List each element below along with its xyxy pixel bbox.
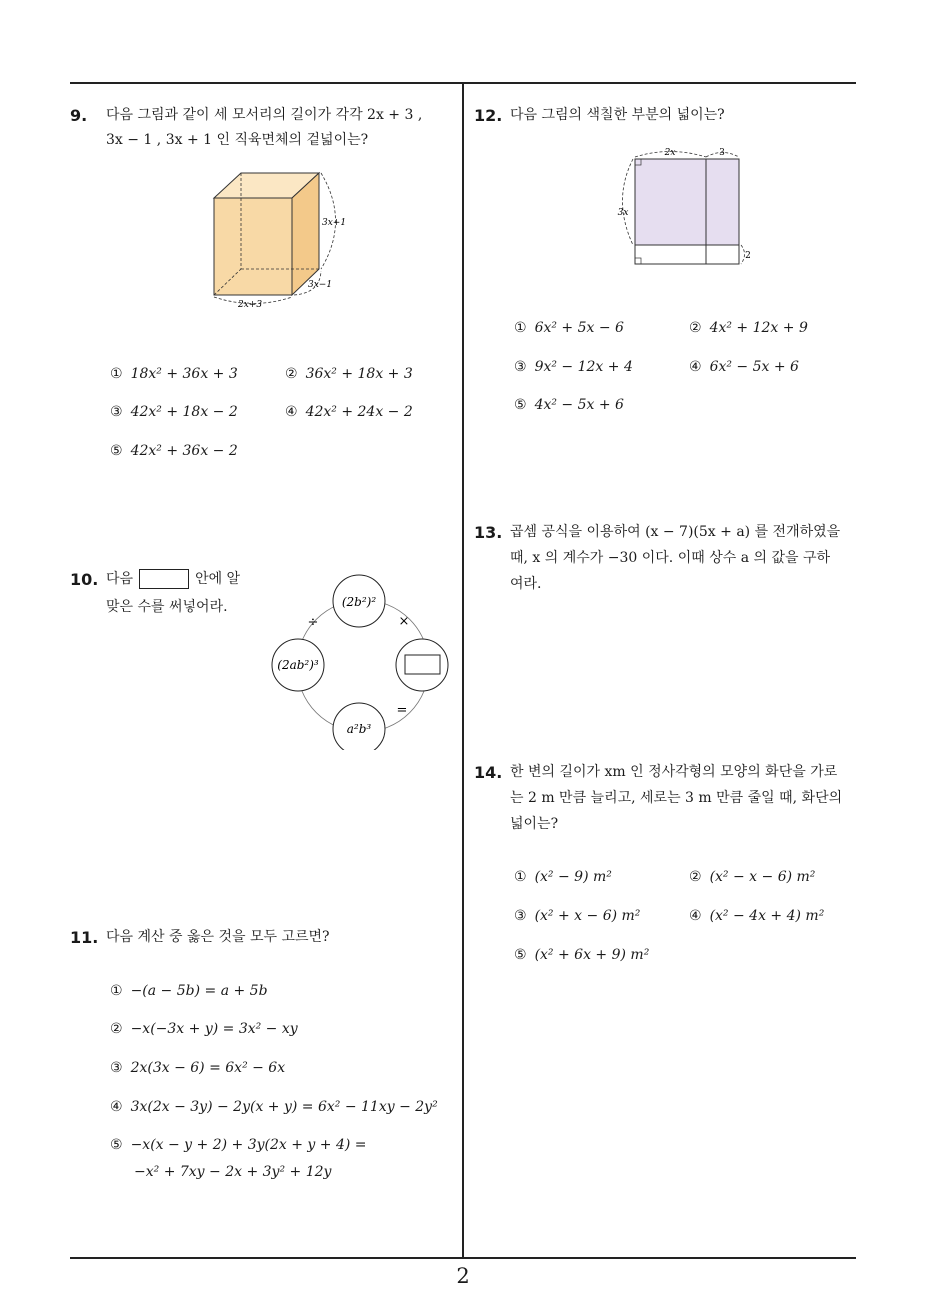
- question-14-text-line3: 넓이는?: [510, 816, 559, 832]
- page-number: 2: [456, 1264, 470, 1288]
- q14-choice-3[interactable]: ③ (x² + x − 6) m²: [514, 908, 641, 924]
- operation-cycle-diagram: [265, 570, 460, 750]
- question-11-text: 다음 계산 중 옳은 것을 모두 고르면?: [106, 929, 330, 945]
- question-9-text-line2: 3x − 1 , 3x + 1 인 직육면체의 겉넓이는?: [106, 132, 369, 148]
- question-13: 13.: [474, 523, 503, 542]
- circle-top-expression: (2b²)²: [341, 595, 377, 609]
- q11-choice-2[interactable]: ② −x(−3x + y) = 3x² − xy: [110, 1021, 298, 1037]
- q14-choice-2[interactable]: ② (x² − x − 6) m²: [689, 869, 816, 885]
- question-11: 11.: [70, 928, 99, 947]
- q12-choice-2[interactable]: ② 4x² + 12x + 9: [689, 320, 808, 336]
- q14-choice-4[interactable]: ④ (x² − 4x + 4) m²: [689, 908, 825, 924]
- q9-choice-1[interactable]: ① 18x² + 36x + 3: [110, 366, 238, 382]
- question-9-text-line1: 다음 그림과 같이 세 모서리의 길이가 각각 2x + 3 ,: [106, 107, 423, 123]
- question-13-text-line2: 때, x 의 계수가 −30 이다. 이때 상수 a 의 값을 구하: [510, 550, 831, 566]
- q12-choice-4[interactable]: ④ 6x² − 5x + 6: [689, 359, 799, 375]
- q11-choice-3[interactable]: ③ 2x(3x − 6) = 6x² − 6x: [110, 1060, 286, 1076]
- q11-choice-4[interactable]: ④ 3x(2x − 3y) − 2y(x + y) = 6x² − 11xy − 2y²: [110, 1099, 438, 1115]
- question-14: 14.: [474, 763, 503, 782]
- q12-choice-3[interactable]: ③ 9x² − 12x + 4: [514, 359, 633, 375]
- depth-label: 3x−1: [308, 280, 333, 290]
- rectangle-figure: [610, 140, 755, 275]
- left-label: 3x: [617, 208, 629, 218]
- circle-left-expression: (2ab²)³: [277, 658, 319, 672]
- q14-choice-5[interactable]: ⑤ (x² + 6x + 9) m²: [514, 947, 650, 963]
- q9-choice-3[interactable]: ③ 42x² + 18x − 2: [110, 404, 238, 420]
- top-left-label: 2x: [664, 148, 676, 158]
- q11-choice-5-continued: −x² + 7xy − 2x + 3y² + 12y: [134, 1164, 332, 1180]
- q14-choice-1[interactable]: ① (x² − 9) m²: [514, 869, 612, 885]
- question-10: 10.: [70, 570, 99, 589]
- answer-blank-box[interactable]: [139, 569, 189, 589]
- top-right-label: 3: [719, 148, 725, 158]
- question-10-text-line1: 다음 안에 알: [106, 571, 241, 587]
- q9-choice-5[interactable]: ⑤ 42x² + 36x − 2: [110, 443, 238, 459]
- question-12-text: 다음 그림의 색칠한 부분의 넓이는?: [510, 107, 725, 123]
- question-10-text-line2: 맞은 수를 써넣어라.: [106, 599, 228, 615]
- times-operator: ×: [398, 614, 410, 629]
- q9-choice-4[interactable]: ④ 42x² + 24x − 2: [285, 404, 413, 420]
- divide-operator: ÷: [307, 615, 319, 630]
- question-14-text-line2: 는 2 m 만큼 늘리고, 세로는 3 m 만큼 줄일 때, 화단의: [510, 790, 843, 806]
- question-14-text-line1: 한 변의 길이가 xm 인 정사각형의 모양의 화단을 가로: [510, 764, 838, 780]
- cuboid-figure: [200, 165, 370, 315]
- question-12: 12.: [474, 106, 503, 125]
- q12-choice-1[interactable]: ① 6x² + 5x − 6: [514, 320, 624, 336]
- circle-bottom-expression: a²b³: [346, 722, 372, 736]
- footer-rule: [70, 1257, 856, 1259]
- question-13-text-line3: 여라.: [510, 576, 542, 592]
- q11-choice-5[interactable]: ⑤ −x(x − y + 2) + 3y(2x + y + 4) =: [110, 1137, 367, 1153]
- question-number: 9.: [70, 106, 88, 125]
- width-label: 2x+3: [238, 300, 263, 310]
- equals-operator: =: [396, 703, 408, 718]
- column-divider: [462, 84, 464, 1257]
- right-label: 2: [745, 251, 751, 261]
- q12-choice-5[interactable]: ⑤ 4x² − 5x + 6: [514, 397, 624, 413]
- question-13-text-line1: 곱셈 공식을 이용하여 (x − 7)(5x + a) 를 전개하였을: [510, 524, 841, 540]
- q9-choice-2[interactable]: ② 36x² + 18x + 3: [285, 366, 413, 382]
- height-label: 3x+1: [322, 218, 347, 228]
- q11-choice-1[interactable]: ① −(a − 5b) = a + 5b: [110, 983, 268, 999]
